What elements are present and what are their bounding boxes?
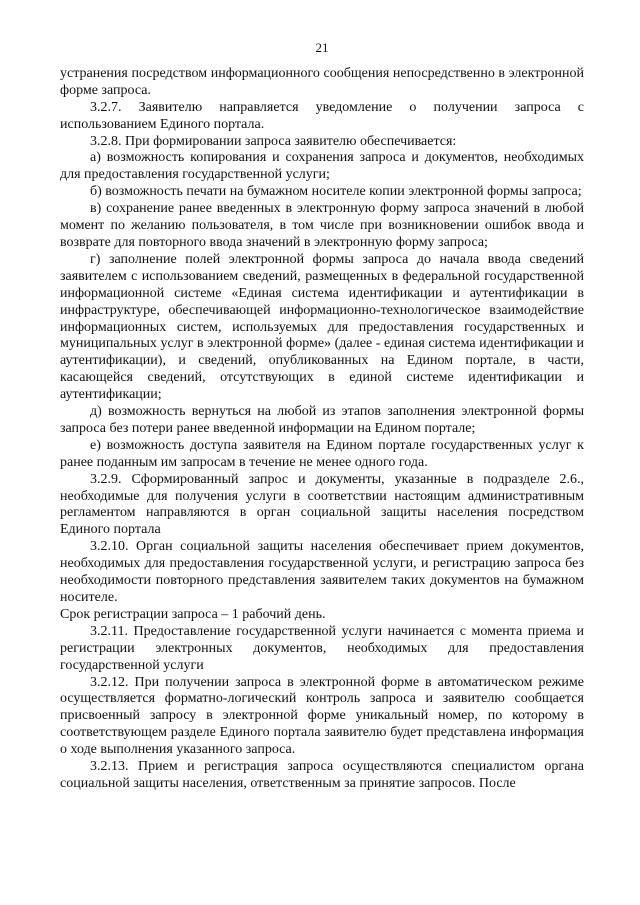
- paragraph-3-2-8-b: б) возможность печати на бумажном носителе копии электронной формы запроса;: [90, 184, 582, 200]
- paragraph-3-2-10: 3.2.10. Орган социальной защиты населения обеспечивает прием документов, необходимых для предоставления государственной услуги, и регистрацию запроса без необходимости повторного представления заявителем таких документов на бумажном носителе.: [60, 539, 584, 605]
- paragraph-3-2-8-f: е) возможность доступа заявителя на Едином портале государственных услуг к ранее поданным им запросам в течение не менее одного года.: [60, 437, 584, 470]
- page-number: 21: [315, 40, 329, 55]
- document-body: [60, 66, 584, 793]
- paragraph-3-2-8-a: а) возможность копирования и сохранения запроса и документов, необходимых для предоставления государственной услуги;: [60, 150, 584, 183]
- paragraph-continuation: устранения посредством информационного сообщения непосредственно в электронной форме запроса.: [60, 65, 584, 98]
- paragraph-3-2-8-d: г) заполнение полей электронной формы запроса до начала ввода сведений заявителем с использованием сведений, размещенных в федеральной государственной информационной системе «Единая система идентификации и аутентификации в инфраструктуре, обеспечивающей информационно-технологическое взаимодействие информационных систем, используемых для предоставления государственных и муниципальных услуг в электронной форме» (далее - единая система идентификации и аутентификации), и сведений, опубликованных на Едином портале, в части, касающейся сведений, отсутствующих в единой системе идентификации и аутентификации;: [60, 251, 584, 403]
- paragraph-3-2-9: 3.2.9. Сформированный запрос и документы, указанные в подразделе 2.6., необходимые для получения услуги в соответствии настоящим административным регламентом направляются в орган социальной защиты населения посредством Единого портала: [60, 471, 584, 538]
- paragraph-3-2-11: 3.2.11. Предоставление государственной услуги начинается с момента приема и регистрации электронных документов, необходимых для предоставления государственной услуги: [60, 623, 584, 673]
- paragraph-3-2-8-e: д) возможность вернуться на любой из этапов заполнения электронной формы запроса без потери ранее введенной информации на Едином портале;: [60, 404, 584, 436]
- paragraph-3-2-7: 3.2.7. Заявителю направляется уведомление о получении запроса с использованием Единого портала.: [60, 99, 584, 132]
- paragraph-3-2-8: 3.2.8. При формировании запроса заявителю обеспечивается:: [90, 133, 457, 149]
- paragraph-registration-term: Срок регистрации запроса – 1 рабочий день.: [60, 606, 326, 622]
- paragraph-3-2-13: 3.2.13. Прием и регистрация запроса осуществляются специалистом органа социальной защиты населения, ответственным за принятие запросов. После: [60, 759, 584, 791]
- paragraph-3-2-12: 3.2.12. При получении запроса в электронной форме в автоматическом режиме осуществляется форматно-логический контроль запроса и заявителю сообщается присвоенный запросу в электронной форме уникальный номер, по которому в соответствующем разделе Единого портала заявителю будет представлена информация о ходе выполнения указанного запроса.: [60, 674, 584, 758]
- paragraph-3-2-8-c: в) сохранение ранее введенных в электронную форму запроса значений в любой момент по желанию пользователя, в том числе при возникновении ошибок ввода и возврате для повторного ввода значений в электронную форму запроса;: [60, 201, 584, 250]
